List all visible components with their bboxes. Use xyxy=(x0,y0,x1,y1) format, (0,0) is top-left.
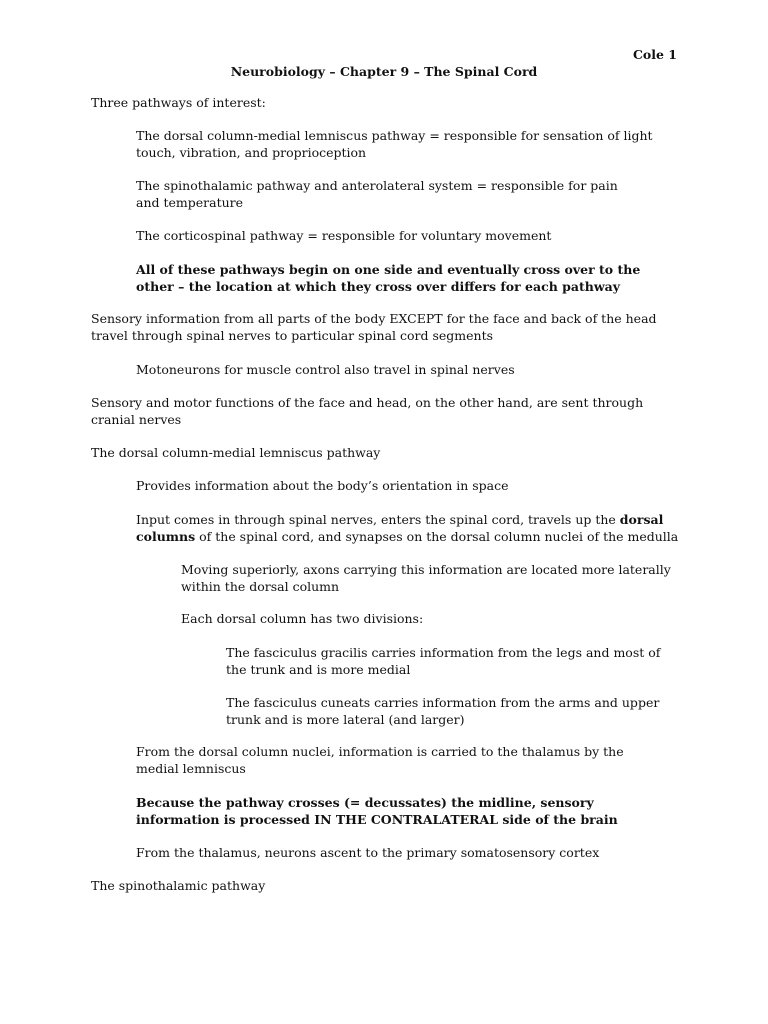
paragraph-dorsal-column-pathway: The dorsal column-medial lemniscus pathway = responsible for sensation of light touch, vibration, and proprioception xyxy=(136,128,653,160)
paragraph-motoneurons: Motoneurons for muscle control also travel in spinal nerves xyxy=(136,362,515,377)
page-header-label: Cole 1 xyxy=(632,47,677,62)
paragraph-fasciculus-cuneats: The fasciculus cuneats carries information from the arms and upper trunk and is more lateral (and larger) xyxy=(226,695,660,727)
paragraph-moving-superiorly: Moving superiorly, axons carrying this information are located more laterally within the dorsal column xyxy=(181,562,671,594)
paragraph-fasciculus-gracilis: The fasciculus gracilis carries information from the legs and most of the trunk and is more medial xyxy=(226,645,661,677)
paragraph-three-pathways: Three pathways of interest: xyxy=(91,95,266,110)
text-segment: of the spinal cord, and synapses on the dorsal column nuclei of the medulla xyxy=(195,529,679,544)
paragraph-crossover-note: All of these pathways begin on one side and eventually cross over to the other – the location at which they cross over differs for each pathway xyxy=(136,262,641,294)
section-heading-dorsal-column: The dorsal column-medial lemniscus pathway xyxy=(91,445,381,460)
section-heading-spinothalamic: The spinothalamic pathway xyxy=(91,878,266,893)
paragraph-body-orientation: Provides information about the body’s orientation in space xyxy=(136,478,509,493)
dorsal-columns-bold-term: dorsal columns xyxy=(136,512,664,544)
paragraph-cranial-nerves: Sensory and motor functions of the face and head, on the other hand, are sent through cranial nerves xyxy=(91,395,644,427)
paragraph-corticospinal-pathway: The corticospinal pathway = responsible for voluntary movement xyxy=(136,228,552,243)
paragraph-thalamus-cortex: From the thalamus, neurons ascent to the primary somatosensory cortex xyxy=(136,845,600,860)
paragraph-two-divisions: Each dorsal column has two divisions: xyxy=(181,611,424,626)
paragraph-decussation-note: Because the pathway crosses (= decussates) the midline, sensory information is processed IN THE CONTRALATERAL side of the brain xyxy=(136,795,618,827)
paragraph-spinothalamic-pathway: The spinothalamic pathway and anterolateral system = responsible for pain and temperature xyxy=(136,178,618,210)
paragraph-input-spinal-nerves xyxy=(136,511,691,545)
paragraph-sensory-information: Sensory information from all parts of the body EXCEPT for the face and back of the head travel through spinal nerves to particular spinal cord segments xyxy=(91,311,657,343)
document-title: Neurobiology – Chapter 9 – The Spinal Cord xyxy=(230,64,538,79)
paragraph-medial-lemniscus: From the dorsal column nuclei, information is carried to the thalamus by the medial lemniscus xyxy=(136,744,624,776)
text-segment: Input comes in through spinal nerves, enters the spinal cord, travels up the xyxy=(136,512,620,527)
